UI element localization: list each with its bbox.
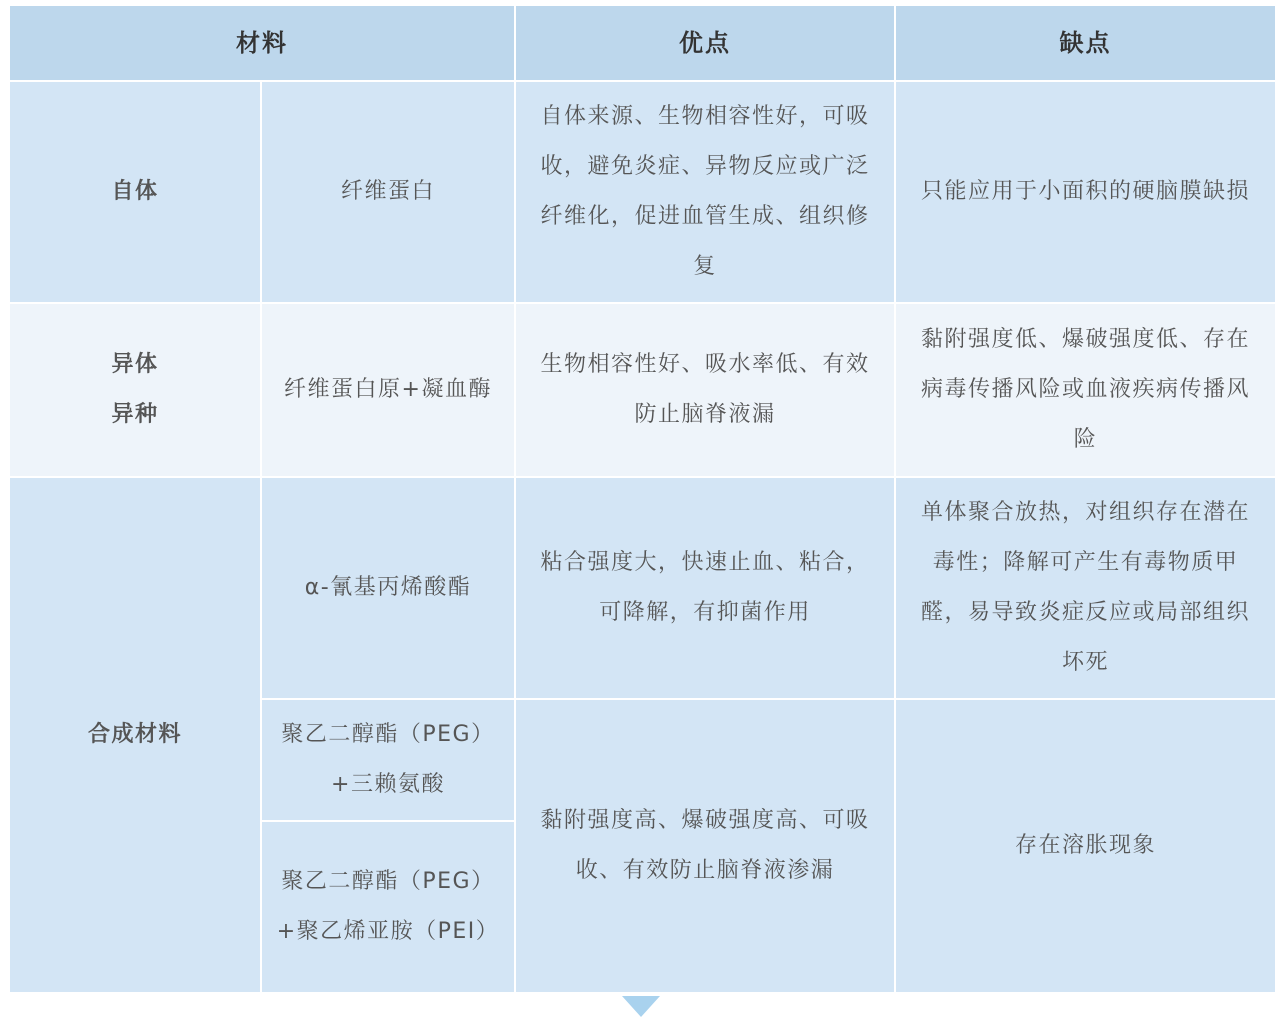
comparison-table (8, 4, 1277, 994)
material-cyanoacrylate: α-氰基丙烯酸酯 (261, 477, 515, 699)
disadvantages-peg: 存在溶胀现象 (895, 699, 1276, 993)
header-advantages: 优点 (515, 5, 895, 81)
table-row-xenogeneic (9, 303, 1276, 477)
table-row-autologous (9, 81, 1276, 303)
material-fibrin: 纤维蛋白 (261, 81, 515, 303)
disadvantages-fibrinogen-thrombin: 黏附强度低、爆破强度低、存在病毒传播风险或血液疾病传播风险 (895, 303, 1276, 477)
advantages-fibrin: 自体来源、生物相容性好，可吸收，避免炎症、异物反应或广泛纤维化，促进血管生成、组织修复 (515, 81, 895, 303)
category-allogeneic-label: 异体 (111, 352, 159, 377)
advantages-peg: 黏附强度高、爆破强度高、可吸收、有效防止脑脊液渗漏 (515, 699, 895, 993)
category-xenogeneic-label: 异种 (111, 402, 159, 427)
category-autologous: 自体 (9, 81, 261, 303)
category-synthetic: 合成材料 (9, 477, 261, 993)
category-xenogeneic (9, 303, 261, 477)
header-material: 材料 (9, 5, 515, 81)
material-fibrinogen-thrombin: 纤维蛋白原+凝血酶 (261, 303, 515, 477)
table-row-cyanoacrylate (9, 477, 1276, 699)
header-disadvantages: 缺点 (895, 5, 1276, 81)
material-peg-pei: 聚乙二醇酯（PEG）+聚乙烯亚胺（PEI） (261, 821, 515, 993)
disadvantages-cyanoacrylate: 单体聚合放热，对组织存在潜在毒性；降解可产生有毒物质甲醛，易导致炎症反应或局部组织坏死 (895, 477, 1276, 699)
disadvantages-fibrin: 只能应用于小面积的硬脑膜缺损 (895, 81, 1276, 303)
advantages-cyanoacrylate: 粘合强度大，快速止血、粘合，可降解，有抑菌作用 (515, 477, 895, 699)
down-triangle-icon (622, 996, 660, 1017)
material-peg-lysine: 聚乙二醇酯（PEG）+三赖氨酸 (261, 699, 515, 821)
table-header-row (9, 5, 1276, 81)
advantages-fibrinogen-thrombin: 生物相容性好、吸水率低、有效防止脑脊液漏 (515, 303, 895, 477)
